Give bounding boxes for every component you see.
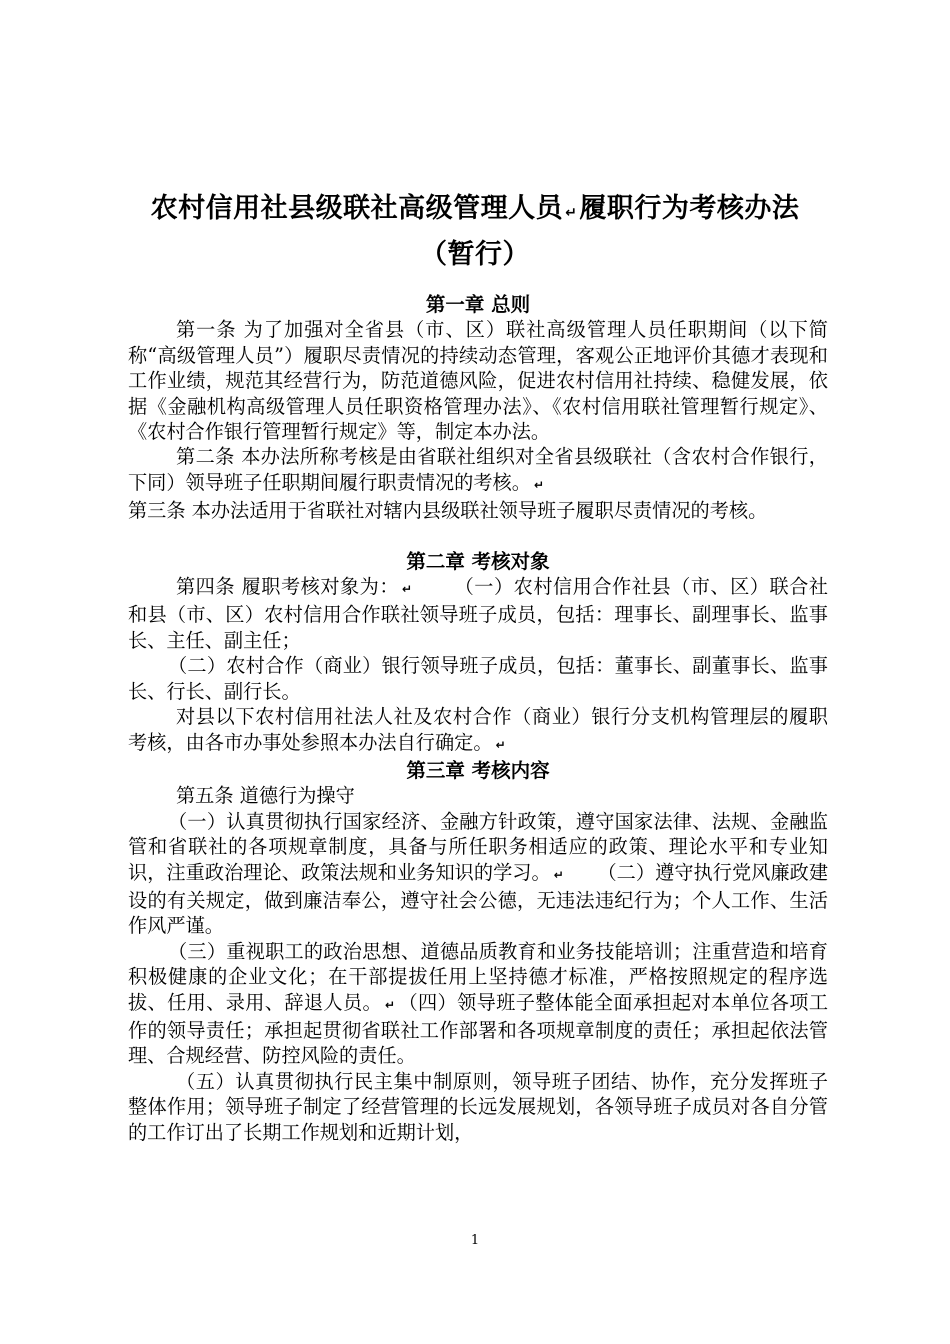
paragraph-mark-icon: ↵ <box>533 477 544 492</box>
spacer <box>128 524 828 549</box>
article-paragraph: （五）认真贯彻执行民主集中制原则，领导班子团结、协作，充分发挥班子整体作用；领导班子制定了经营管理的长远发展规划，各领导班子成员对各自分管的工作订出了长期工作规划和近期计划， <box>128 1069 828 1144</box>
page-number: 1 <box>470 1233 480 1248</box>
paragraph-mark-icon: ↵ <box>553 867 564 882</box>
paragraph-mark-icon: ↵ <box>495 737 506 752</box>
paragraph-mark-icon: ↵ <box>402 582 413 597</box>
document-subtitle: （暂行） <box>420 239 530 270</box>
article-paragraph: （一）认真贯彻执行国家经济、金融方针政策，遵守国家法律、法规、金融监管和省联社的各项规章制度，具备与所任职务相适应的政策、理论水平和专业知识，注重政治理论、政策法规和业务知识的学习。 ↵ （二）遵守执行党风廉政建设的有关规定，做到廉洁奉公，遵守社会公德，无违法违纪行为；个人工作、生活作风严谨。 <box>128 809 829 938</box>
title-part-2: 履职行为考核办法 <box>579 193 800 224</box>
title-part-1: 农村信用社县级联社高级管理人员 <box>150 193 564 224</box>
article-paragraph: （三）重视职工的政治思想、道德品质教育和业务技能培训；注重营造和培育积极健康的企业文化；在干部提拔任用上坚持德才标准，严格按照规定的程序选拔、任用、录用、辞退人员。 ↵ （四）领导班子整体能全面承担起对本单位各项工作的领导责任；承担起贯彻省联社工作部署和各项规章制度的责任；承担起依法管理、合规经营、防控风险的责任。 <box>128 939 829 1068</box>
chapter-heading: 第三章 考核内容 <box>406 758 550 782</box>
article-paragraph: 第三条 本办法适用于省联社对辖内县级联社领导班子履职尽责情况的考核。 <box>128 499 768 523</box>
article-paragraph: 第四条 履职考核对象为： ↵ （一）农村信用合作社县（市、区）联合社和县（市、区）农村信用合作联社领导班子成员，包括：理事长、副理事长、监事长、主任、副主任； <box>128 575 828 652</box>
chapter-heading: 第二章 考核对象 <box>406 549 550 573</box>
document-body <box>128 292 828 1145</box>
article-paragraph: 第二条 本办法所称考核是由省联社组织对全省县级联社（含农村合作银行，下同）领导班子任职期间履行职责情况的考核。 ↵ <box>128 445 828 494</box>
document-title <box>0 186 950 225</box>
paragraph-mark-icon: ↵ <box>565 205 578 221</box>
paragraph-mark-icon: ↵ <box>385 997 396 1012</box>
article-paragraph: 对县以下农村信用社法人社及农村合作（商业）银行分支机构管理层的履职考核，由各市办事处参照本办法自行确定。 ↵ <box>128 705 828 754</box>
article-paragraph: （二）农村合作（商业）银行领导班子成员，包括：董事长、副董事长、监事长、行长、副行长。 <box>128 654 828 703</box>
chapter-heading: 第一章 总则 <box>425 293 531 316</box>
article-paragraph: 第五条 道德行为操守 <box>176 784 355 808</box>
article-paragraph: 第一条 为了加强对全省县（市、区）联社高级管理人员任职期间（以下简称“高级管理人员”）履职尽责情况的持续动态管理，客观公正地评价其德才表现和工作业绩，规范其经营行为，防范道德风险，促进农村信用社持续、稳健发展，依据《金融机构高级管理人员任职资格管理办法》、《农村信用联社管理暂行规定》、《农村合作银行管理暂行规定》等，制定本办法。 <box>128 318 828 444</box>
